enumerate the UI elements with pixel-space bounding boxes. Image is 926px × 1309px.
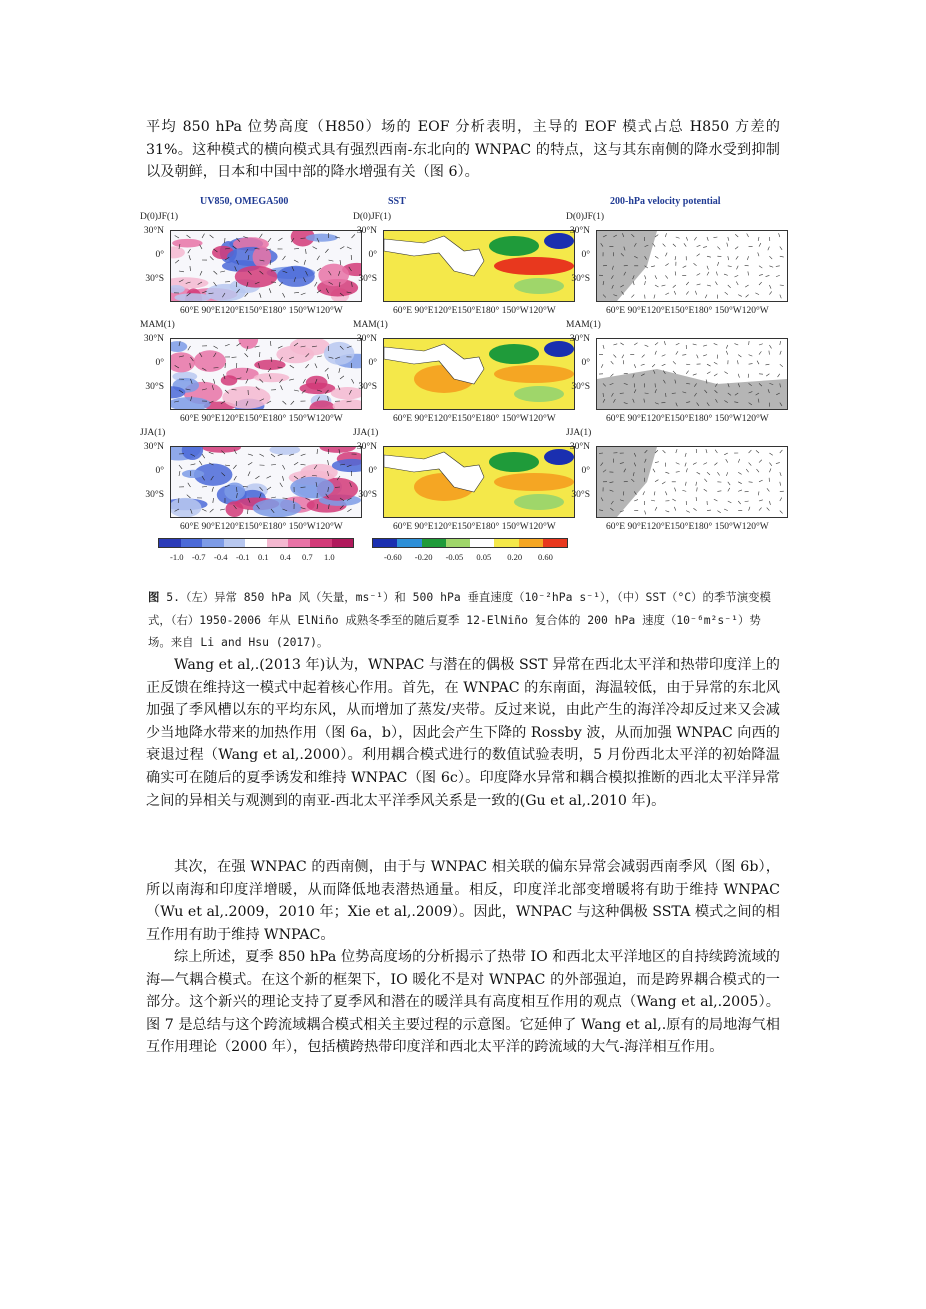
lat-tick-label: 0° xyxy=(368,466,377,476)
panel-season-label: JJA(1) xyxy=(566,428,592,438)
lat-tick-label: 0° xyxy=(368,358,377,368)
body-paragraph-2: 其次，在强 WNPAC 的西南侧，由于与 WNPAC 相关联的偏东异常会减弱西南季风（图 6b），所以南海和印度洋增暖，从而降低地表潜热通量。相反，印度洋北部变增暖将有助于维持 WNPAC（Wu et al,.2009，2010 年；Xie et al,.2009）。因此，WNPAC 与这种偶极 SSTA 模式之间的相互作用有助于维持 WNPAC。 xyxy=(146,859,780,943)
colorbar-swatch xyxy=(397,539,421,547)
body-paragraph-1: Wang et al,.(2013 年)认为，WNPAC 与潜在的偶极 SST 异常在西北太平洋和热带印度洋上的正反馈在维持这一模式中起着核心作用。首先，在 WNPAC 的东南面，海温较低，由于异常的东北风加强了季风槽以东的平均东风，从而增加了蒸发/夹带。反过来说，由此产生的海洋冷却反过来又会减少当地降水带来的加热作用（图 6a，b），因此会产生下降的 Rossby 波，从而加强 WNPAC 向西的衰退过程（Wang et al,.2000）。利用耦合模式进行的数值试验表明，5 月份西北太平洋的初始降温确实可在随后的夏季诱发和维持 WNPAC（图 6c）。印度降水异常和耦合模拟推断的西北太平洋异常之间的异相关与观测到的南亚-西北太平洋季风关系是一致的(Gu et al,.2010 年)。 xyxy=(146,657,780,809)
colorbar-tick-label: -1.0 xyxy=(170,552,184,562)
lat-tick-label: 30°S xyxy=(145,274,164,284)
omega-anomaly-patch xyxy=(299,383,335,395)
lat-tick-label: 30°N xyxy=(143,226,164,236)
panel-season-label: D(0)JF(1) xyxy=(353,212,391,222)
colorbar-swatch xyxy=(446,539,470,547)
panel-season-label: MAM(1) xyxy=(566,320,601,330)
figure-5 xyxy=(140,192,780,572)
lat-tick-label: 30°S xyxy=(358,490,377,500)
caption-label: 图 xyxy=(148,590,160,604)
lat-tick-label: 30°N xyxy=(356,442,377,452)
lon-tick-labels: 60°E 90°E120°E150°E180° 150°W120°W xyxy=(393,414,556,424)
colorbar-swatch xyxy=(519,539,543,547)
caption-text: 5.（左）异常 850 hPa 风（矢量，ms⁻¹）和 500 hPa 垂直速度（10⁻²hPa s⁻¹），（中）SST（°C）的季节演变模式，（右）1950-2006 年从 ElNiño 成熟冬季至的随后夏季 12-ElNiño 复合体的 200 hPa 速度（10⁻⁶m²s⁻¹）势场。来自 Li and Hsu (2017)。 xyxy=(148,590,771,649)
omega-anomaly-patch xyxy=(277,266,315,287)
lat-tick-label: 30°N xyxy=(143,334,164,344)
colorbar-tick-label: 0.05 xyxy=(476,552,492,562)
lat-tick-label: 30°S xyxy=(145,382,164,392)
panel-season-label: D(0)JF(1) xyxy=(566,212,604,222)
sst-anomaly-patch xyxy=(494,257,574,275)
colorbar-swatch xyxy=(494,539,518,547)
panel-season-label: D(0)JF(1) xyxy=(140,212,178,222)
lat-tick-label: 0° xyxy=(581,358,590,368)
omega-anomaly-patch xyxy=(254,373,290,382)
lat-tick-label: 0° xyxy=(155,250,164,260)
map-vp xyxy=(596,338,788,410)
lat-tick-label: 0° xyxy=(368,250,377,260)
colorbar-swatch xyxy=(224,539,246,547)
colorbar-omega xyxy=(158,538,354,548)
colorbar-sst xyxy=(372,538,568,548)
lon-tick-labels: 60°E 90°E120°E150°E180° 150°W120°W xyxy=(606,522,769,532)
colorbar-swatch xyxy=(288,539,310,547)
colorbar-swatch xyxy=(422,539,446,547)
map-omega xyxy=(170,446,362,518)
colorbar-swatch xyxy=(470,539,494,547)
omega-anomaly-patch xyxy=(221,375,238,385)
colorbar-tick-label: 0.1 xyxy=(258,552,269,562)
lat-tick-label: 30°N xyxy=(569,442,590,452)
omega-anomaly-patch xyxy=(224,482,245,500)
sst-anomaly-patch xyxy=(489,344,539,364)
colorbar-swatch xyxy=(332,539,354,547)
map-vp xyxy=(596,446,788,518)
body-paragraph-3: 综上所述，夏季 850 hPa 位势高度场的分析揭示了热带 IO 和西北太平洋地区的自持续跨流域的海—气耦合模式。在这个新的框架下，IO 暖化不是对 WNPAC 的外部强迫，而是跨界耦合模式的一部分。这个新兴的理论支持了夏季风和潜在的暖洋具有高度相互作用的观点（Wang et al,.2005）。图 7 是总结与这个跨流域耦合模式相关主要过程的示意图。它延伸了 Wang et al,.原有的局地海气相互作用理论（2000 年），包括横跨热带印度洋和西北太平洋的跨流域的大气-海洋相互作用。 xyxy=(146,949,780,1056)
map-sst xyxy=(383,338,575,410)
lat-tick-label: 0° xyxy=(155,466,164,476)
omega-anomaly-patch xyxy=(206,284,246,301)
lat-tick-label: 30°S xyxy=(145,490,164,500)
lat-tick-label: 30°S xyxy=(358,382,377,392)
colorbar-tick-label: -0.7 xyxy=(192,552,206,562)
omega-anomaly-patch xyxy=(318,264,349,287)
colorbar-tick-label: 0.7 xyxy=(302,552,313,562)
lat-tick-label: 30°S xyxy=(358,274,377,284)
omega-anomaly-patch xyxy=(194,350,226,372)
sst-anomaly-patch xyxy=(489,452,539,472)
colorbar-tick-label: 1.0 xyxy=(324,552,335,562)
colorbar-tick-label: 0.60 xyxy=(538,552,553,562)
lat-tick-label: 30°N xyxy=(569,334,590,344)
colorbar-swatch xyxy=(310,539,332,547)
lat-tick-label: 30°S xyxy=(571,274,590,284)
colorbar-tick-label: -0.20 xyxy=(414,552,433,562)
sst-anomaly-patch xyxy=(514,494,564,510)
lat-tick-label: 30°S xyxy=(571,490,590,500)
colorbar-swatch xyxy=(245,539,267,547)
lat-tick-label: 30°N xyxy=(569,226,590,236)
col-title-sst: SST xyxy=(388,196,406,207)
sst-anomaly-patch xyxy=(494,365,574,383)
sst-anomaly-patch xyxy=(514,278,564,294)
colorbar-tick-label: -0.05 xyxy=(445,552,464,562)
colorbar-tick-label: 0.20 xyxy=(507,552,523,562)
sst-anomaly-patch xyxy=(489,236,539,256)
lat-tick-label: 30°S xyxy=(571,382,590,392)
lon-tick-labels: 60°E 90°E120°E150°E180° 150°W120°W xyxy=(180,306,343,316)
colorbar-swatch xyxy=(267,539,289,547)
lat-tick-label: 30°N xyxy=(143,442,164,452)
lon-tick-labels: 60°E 90°E120°E150°E180° 150°W120°W xyxy=(606,414,769,424)
colorbar-swatch xyxy=(181,539,203,547)
lat-tick-label: 0° xyxy=(581,250,590,260)
lon-tick-labels: 60°E 90°E120°E150°E180° 150°W120°W xyxy=(393,306,556,316)
intro-paragraph: 平均 850 hPa 位势高度（H850）场的 EOF 分析表明，主导的 EOF 模式占总 H850 方差的 31%。这种模式的横向模式具有强烈西南-东北向的 WNPAC 的特点，这与其东南侧的降水受到抑制以及朝鲜，日本和中国中部的降水增强有关（图 6）。 xyxy=(146,119,780,181)
omega-anomaly-patch xyxy=(235,266,278,288)
omega-anomaly-patch xyxy=(290,477,334,499)
map-vp xyxy=(596,230,788,302)
colorbar-tick-label: -0.1 xyxy=(236,552,250,562)
sst-anomaly-patch xyxy=(494,473,574,491)
lon-tick-labels: 60°E 90°E120°E150°E180° 150°W120°W xyxy=(606,306,769,316)
panel-season-label: MAM(1) xyxy=(353,320,388,330)
lat-tick-label: 30°N xyxy=(356,226,377,236)
col-title-velocity-potential: 200-hPa velocity potential xyxy=(610,196,721,207)
panel-season-label: MAM(1) xyxy=(140,320,175,330)
map-sst xyxy=(383,446,575,518)
lon-tick-labels: 60°E 90°E120°E150°E180° 150°W120°W xyxy=(393,522,556,532)
colorbar-swatch xyxy=(373,539,397,547)
lat-tick-label: 0° xyxy=(581,466,590,476)
lon-tick-labels: 60°E 90°E120°E150°E180° 150°W120°W xyxy=(180,522,343,532)
colorbar-tick-label: -0.60 xyxy=(384,552,402,562)
colorbar-swatch xyxy=(159,539,181,547)
map-omega xyxy=(170,338,362,410)
lat-tick-label: 0° xyxy=(155,358,164,368)
colorbar-swatch xyxy=(543,539,567,547)
omega-anomaly-patch xyxy=(182,470,204,478)
lat-tick-label: 30°N xyxy=(356,334,377,344)
sst-anomaly-patch xyxy=(514,386,564,402)
map-omega xyxy=(170,230,362,302)
map-sst xyxy=(383,230,575,302)
figure-caption xyxy=(148,586,780,654)
col-title-uv850: UV850, OMEGA500 xyxy=(200,196,289,207)
omega-anomaly-patch xyxy=(172,239,202,248)
colorbar-tick-label: 0.4 xyxy=(280,552,291,562)
panel-season-label: JJA(1) xyxy=(353,428,379,438)
panel-season-label: JJA(1) xyxy=(140,428,166,438)
omega-anomaly-patch xyxy=(306,234,338,242)
colorbar-tick-label: -0.4 xyxy=(214,552,228,562)
omega-anomaly-patch xyxy=(324,342,354,365)
lon-tick-labels: 60°E 90°E120°E150°E180° 150°W120°W xyxy=(180,414,343,424)
colorbar-swatch xyxy=(202,539,224,547)
